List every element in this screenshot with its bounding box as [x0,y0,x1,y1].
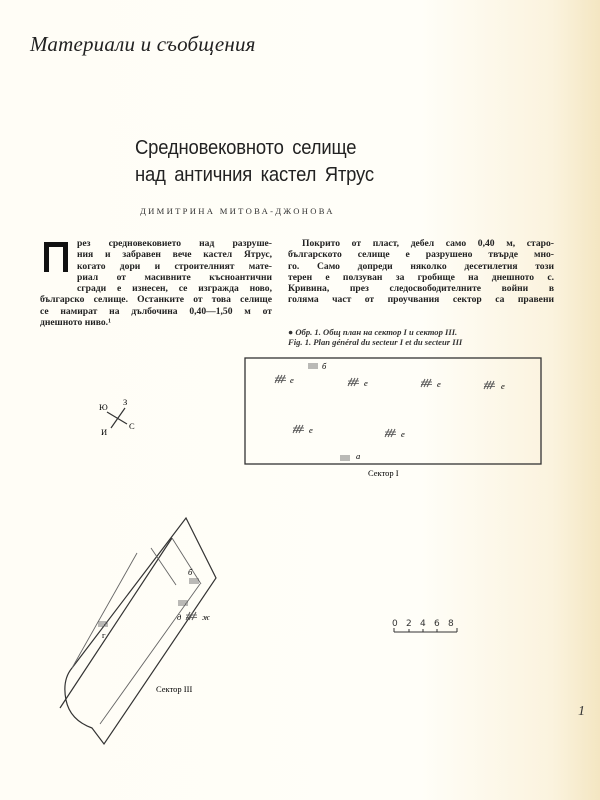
svg-text:ж: ж [202,612,210,622]
text-line: рез средновековието над разруше- [77,238,272,249]
svg-text:0: 0 [392,619,398,629]
sector-1-label: Сектор I [368,468,399,478]
text-line: Покрито от пласт, дебел само 0,40 м, старо- [302,238,554,249]
caption-bulgarian: ● Обр. 1. Общ план на сектор I и сектор III. [288,327,458,337]
scale-bar [392,619,457,632]
svg-text:а: а [356,451,361,461]
svg-text:Ю: Ю [99,402,108,412]
svg-text:е: е [364,378,368,388]
svg-text:е: е [401,429,405,439]
svg-text:И: И [101,427,108,437]
text-line: го. Само допреди няколко десетилетия този [288,260,554,272]
text-line: Кривина, през следосвободителните войни в [288,283,554,295]
caption-french: Fig. 1. Plan général du secteur I et du secteur III [288,337,463,348]
svg-text:е: е [501,381,505,391]
compass-icon [99,397,135,437]
svg-text:4: 4 [420,619,426,629]
sector-1-plan [245,358,541,464]
svg-text:е: е [290,375,294,385]
section-title: Материали и съобщения [30,32,256,56]
article-title-line-1: Средновековното селище [135,136,357,159]
svg-text:е: е [437,379,441,389]
svg-text:д: д [177,612,182,622]
text-line: риал от масивните късноантични [77,271,272,283]
svg-text:г: г [102,630,106,640]
text-line: голяма част от проучвания сектор са правени [288,294,554,306]
svg-text:С: С [129,421,135,431]
svg-text:б: б [322,361,327,371]
svg-text:2: 2 [406,619,412,629]
sector-3-plan [60,518,216,744]
text-line: терен е ползуван за гробище на днешното с. [288,271,554,283]
text-line: днешното ниво.¹ [40,317,111,329]
text-line: се намират на дълбочина 0,40—1,50 м от [40,305,272,317]
sector-3-label: Сектор III [156,684,193,694]
article-author: ДИМИТРИНА МИТОВА-ДЖОНОВА [140,206,335,216]
page-number: 1 [578,704,585,719]
svg-text:е: е [309,425,313,435]
text-line: българското селище е разрушено твърде мно- [288,249,554,261]
article-title-line-2: над античния кастел Ятрус [135,163,374,186]
text-line: българско селище. Останките от това селище [40,294,272,306]
svg-text:З: З [123,397,128,407]
text-line: сгради е изнесен, се изгражда ново, [77,283,272,295]
text-line: ния и забравен вече кастел Ятрус, [77,249,272,261]
svg-text:б: б [188,567,193,577]
svg-text:8: 8 [448,619,454,629]
svg-text:6: 6 [434,619,440,629]
text-line: когато дори и строителният мате- [77,260,272,272]
